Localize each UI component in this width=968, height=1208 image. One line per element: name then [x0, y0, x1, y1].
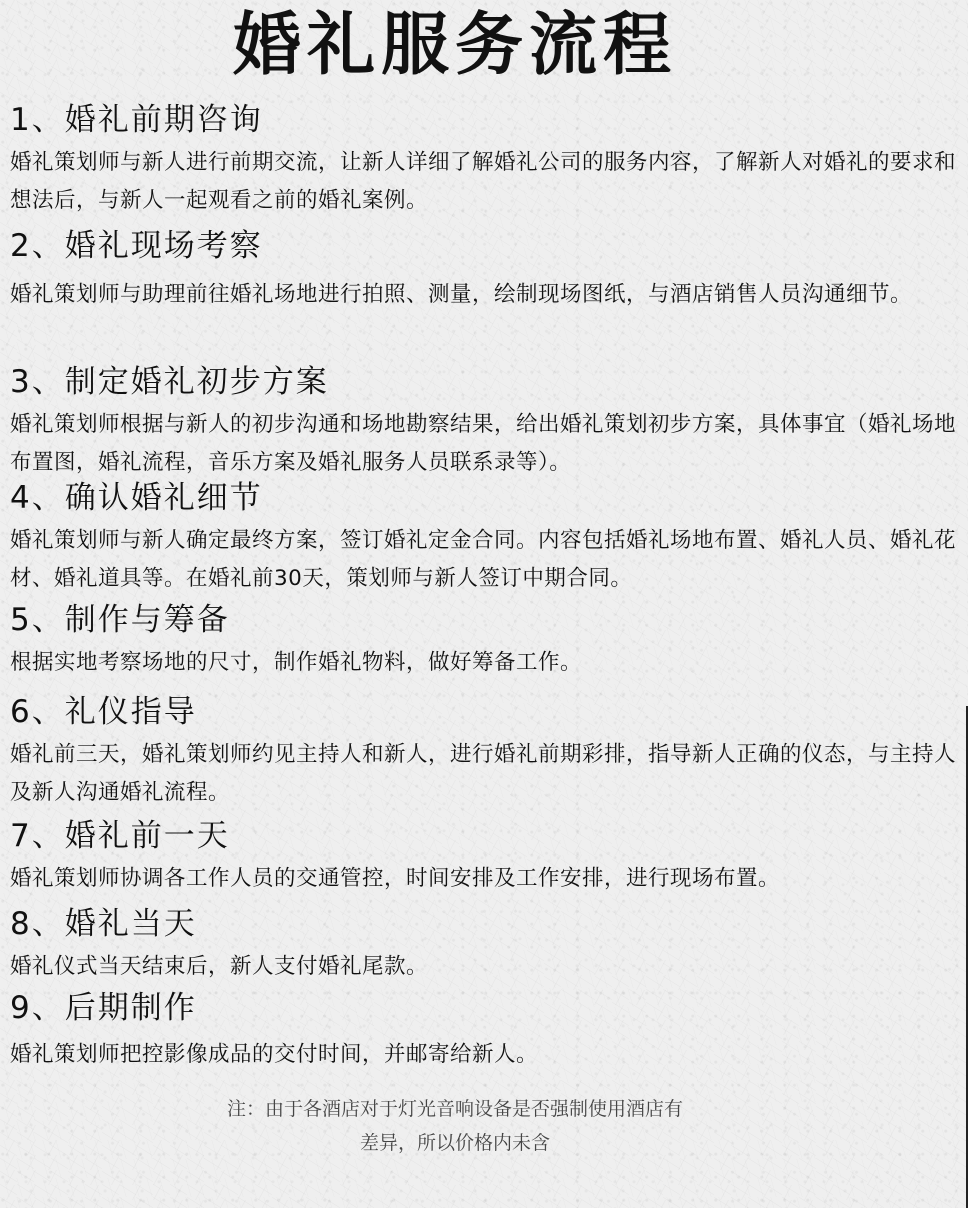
- step-heading: 3、制定婚礼初步方案: [10, 364, 329, 400]
- step-2: [10, 226, 960, 318]
- step-description: 婚礼仪式当天结束后，新人支付婚礼尾款。: [10, 954, 429, 979]
- step-3: [10, 362, 960, 482]
- step-7: [10, 816, 960, 898]
- step-description: 婚礼策划师协调各工作人员的交通管控，时间安排及工作安排，进行现场布置。: [10, 866, 781, 891]
- page-title: 婚礼服务流程: [232, 6, 677, 85]
- footnote-line-1: 注：由于各酒店对于灯光音响设备是否强制使用酒店有: [226, 1098, 683, 1120]
- step-9: [10, 988, 960, 1074]
- step-5: [10, 600, 960, 682]
- step-1: [10, 100, 960, 220]
- step-heading: 4、确认婚礼细节: [10, 480, 263, 516]
- step-heading: 6、礼仪指导: [10, 694, 197, 730]
- step-4: [10, 478, 960, 598]
- step-heading: 9、后期制作: [10, 990, 197, 1026]
- step-heading: 8、婚礼当天: [10, 906, 197, 942]
- step-description: 婚礼前三天，婚礼策划师约见主持人和新人，进行婚礼前期彩排，指导新人正确的仪态，与主持人及新人沟通婚礼流程。: [10, 742, 957, 805]
- step-heading: 5、制作与筹备: [10, 602, 230, 638]
- step-description: 婚礼策划师与助理前往婚礼场地进行拍照、测量，绘制现场图纸，与酒店销售人员沟通细节。: [10, 282, 913, 307]
- step-description: 婚礼策划师把控影像成品的交付时间，并邮寄给新人。: [10, 1042, 539, 1067]
- step-heading: 7、婚礼前一天: [10, 818, 230, 854]
- step-6: [10, 692, 960, 812]
- step-heading: 2、婚礼现场考察: [10, 228, 263, 264]
- step-8: [10, 904, 960, 986]
- step-description: 婚礼策划师与新人进行前期交流，让新人详细了解婚礼公司的服务内容，了解新人对婚礼的要求和想法后，与新人一起观看之前的婚礼案例。: [10, 150, 957, 213]
- step-description: 婚礼策划师根据与新人的初步沟通和场地勘察结果，给出婚礼策划初步方案，具体事宜（婚礼场地布置图，婚礼流程，音乐方案及婚礼服务人员联系录等）。: [10, 412, 957, 475]
- step-description: 婚礼策划师与新人确定最终方案，签订婚礼定金合同。内容包括婚礼场地布置、婚礼人员、婚礼花材、婚礼道具等。在婚礼前30天，策划师与新人签订中期合同。: [10, 528, 957, 591]
- step-description: 根据实地考察场地的尺寸，制作婚礼物料，做好筹备工作。: [10, 650, 583, 675]
- step-heading: 1、婚礼前期咨询: [10, 102, 263, 138]
- footnote-line-2: 差异，所以价格内未含: [359, 1132, 550, 1154]
